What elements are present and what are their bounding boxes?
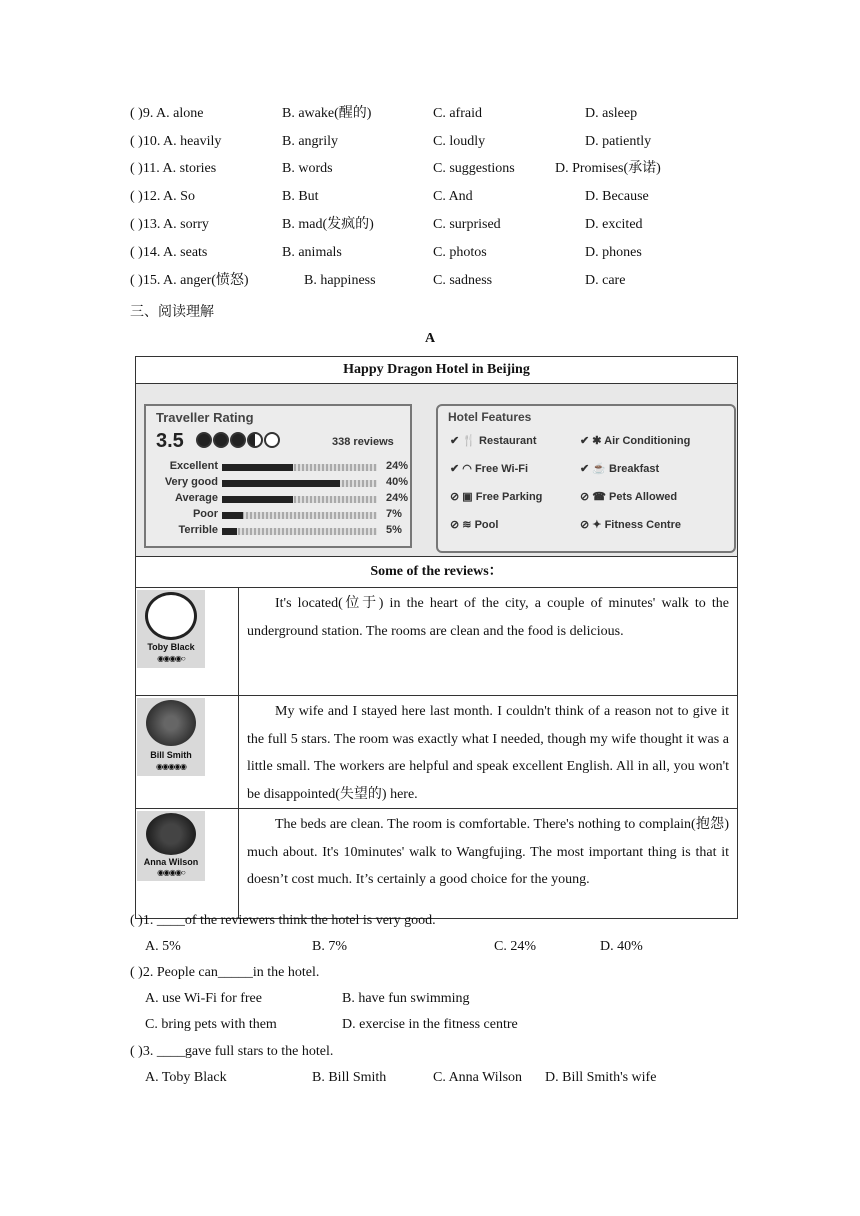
feature-status-icon: ✔ bbox=[580, 435, 590, 447]
hotel-title: Happy Dragon Hotel in Beijing bbox=[136, 357, 738, 384]
hotel-info-table bbox=[135, 356, 738, 919]
review-text: My wife and I stayed here last month. I couldn't think of a reason not to give it the full 5 stars. The room was exactly what I needed, though my wife thought it was a little small. The workers are helpful and speak excellent English. All in all, you won't be disappointed(失望的) here. bbox=[239, 696, 738, 809]
rating-bar-track bbox=[222, 512, 377, 519]
traveller-rating-panel bbox=[144, 404, 412, 548]
rating-bar-fill bbox=[222, 464, 293, 471]
feature-name: Restaurant bbox=[479, 435, 537, 447]
rating-bar-fill bbox=[222, 496, 293, 503]
feature-name: Free Wi-Fi bbox=[474, 463, 529, 475]
option: C. Anna Wilson bbox=[433, 1070, 523, 1085]
tree-avatar-icon bbox=[146, 700, 196, 746]
features-title: Hotel Features bbox=[448, 410, 532, 424]
rating-bar-track bbox=[222, 480, 377, 487]
rating-bar-percent: 24% bbox=[386, 460, 409, 472]
rating-bar-label: Poor bbox=[192, 508, 218, 520]
option: D. exercise in the fitness centre bbox=[342, 1017, 518, 1032]
feature-icon: ▣ bbox=[462, 491, 473, 503]
feature-name: Breakfast bbox=[609, 463, 660, 475]
option: A. Toby Black bbox=[145, 1070, 227, 1085]
review-count: 338 reviews bbox=[332, 436, 394, 448]
feature-name: Pool bbox=[474, 519, 499, 531]
feature-name: Free Parking bbox=[475, 491, 543, 503]
option: B. 7% bbox=[312, 939, 347, 954]
hotel-feature-item bbox=[580, 518, 681, 531]
feature-status-icon: ✔ bbox=[450, 435, 460, 447]
reviewer-stars: ◉◉◉◉○ bbox=[157, 868, 185, 877]
reviewer-name: Anna Wilson bbox=[143, 857, 199, 867]
rating-bar-label: Terrible bbox=[178, 524, 218, 536]
hotel-feature-item bbox=[450, 518, 498, 531]
hotel-features-panel bbox=[436, 404, 736, 553]
option: C. bring pets with them bbox=[145, 1017, 277, 1032]
reviewer-name: Bill Smith bbox=[150, 750, 192, 760]
option: D. 40% bbox=[600, 939, 643, 954]
feature-status-icon: ⊘ bbox=[580, 519, 590, 531]
feature-icon: 🍴 bbox=[462, 435, 476, 447]
hotel-feature-item bbox=[580, 434, 690, 447]
tree-avatar-icon bbox=[146, 813, 196, 855]
option: A. use Wi-Fi for free bbox=[145, 991, 262, 1006]
rating-bar-track bbox=[222, 464, 377, 471]
rating-bar-fill bbox=[222, 528, 237, 535]
feature-icon: ✱ bbox=[592, 435, 602, 447]
rating-bar-label: Average bbox=[174, 492, 218, 504]
reviewer-name: Toby Black bbox=[147, 642, 195, 652]
feature-status-icon: ⊘ bbox=[580, 491, 590, 503]
penguin-avatar-icon bbox=[145, 592, 197, 640]
rating-bar-track bbox=[222, 496, 377, 503]
rating-bar-label: Excellent bbox=[169, 460, 218, 472]
rating-bar-fill bbox=[222, 480, 340, 487]
feature-status-icon: ⊘ bbox=[450, 519, 460, 531]
question-stem: ( )3. ____gave full stars to the hotel. bbox=[130, 1044, 334, 1059]
feature-status-icon: ✔ bbox=[450, 463, 460, 475]
feature-icon: ≋ bbox=[462, 519, 472, 531]
rating-bar-label: Very good bbox=[164, 476, 218, 488]
feature-icon: ◠ bbox=[462, 463, 472, 475]
passage-label: A bbox=[424, 331, 436, 346]
feature-status-icon: ✔ bbox=[580, 463, 590, 475]
avatar bbox=[137, 590, 205, 668]
feature-name: Fitness Centre bbox=[604, 519, 681, 531]
rating-bar-percent: 7% bbox=[386, 508, 402, 520]
option: B. Bill Smith bbox=[312, 1070, 387, 1085]
hotel-feature-item bbox=[450, 434, 537, 447]
avatar bbox=[137, 811, 205, 881]
question-stem: ( )2. People can_____in the hotel. bbox=[130, 965, 320, 980]
option: C. 24% bbox=[494, 939, 536, 954]
reviewer-stars: ◉◉◉◉◉ bbox=[156, 762, 186, 771]
rating-bar-percent: 5% bbox=[386, 524, 402, 536]
reviews-subheading: Some of the reviews： bbox=[136, 557, 738, 588]
feature-icon: ✦ bbox=[592, 519, 602, 531]
feature-name: Pets Allowed bbox=[609, 491, 678, 503]
feature-icon: ☎ bbox=[592, 491, 606, 503]
option: A. 5% bbox=[145, 939, 181, 954]
rating-bar-percent: 24% bbox=[386, 492, 409, 504]
hotel-rating-image bbox=[136, 384, 738, 557]
hotel-feature-item bbox=[580, 462, 659, 475]
rating-label: Traveller Rating bbox=[156, 410, 254, 425]
hotel-feature-item bbox=[450, 462, 528, 475]
section-title: 三、阅读理解 bbox=[130, 305, 214, 320]
avatar bbox=[137, 698, 205, 776]
rating-bar-track bbox=[222, 528, 377, 535]
option: B. have fun swimming bbox=[342, 991, 470, 1006]
feature-status-icon: ⊘ bbox=[450, 491, 460, 503]
option: D. Bill Smith's wife bbox=[545, 1070, 657, 1085]
hotel-feature-item bbox=[450, 490, 542, 503]
feature-icon: ☕ bbox=[592, 463, 606, 475]
review-text: The beds are clean. The room is comfortable. There's nothing to complain(抱怨) much about. It's 10minutes' walk to Wangfujing. The most important thing is that it doesn’t cost much. It’s certainly a good choice for the young. bbox=[239, 809, 738, 919]
question-stem: ( )1. ____of the reviewers think the hotel is very good. bbox=[130, 913, 436, 928]
rating-bar-fill bbox=[222, 512, 243, 519]
reviewer-stars: ◉◉◉◉○ bbox=[157, 654, 185, 663]
hotel-feature-item bbox=[580, 490, 677, 503]
review-text: It's located(位于) in the heart of the city, a couple of minutes' walk to the underground station. The rooms are clean and the food is delicious. bbox=[239, 588, 738, 696]
rating-bar-percent: 40% bbox=[386, 476, 409, 488]
rating-dots-icon bbox=[196, 432, 281, 451]
rating-score: 3.5 bbox=[156, 430, 184, 452]
feature-name: Air Conditioning bbox=[604, 435, 691, 447]
